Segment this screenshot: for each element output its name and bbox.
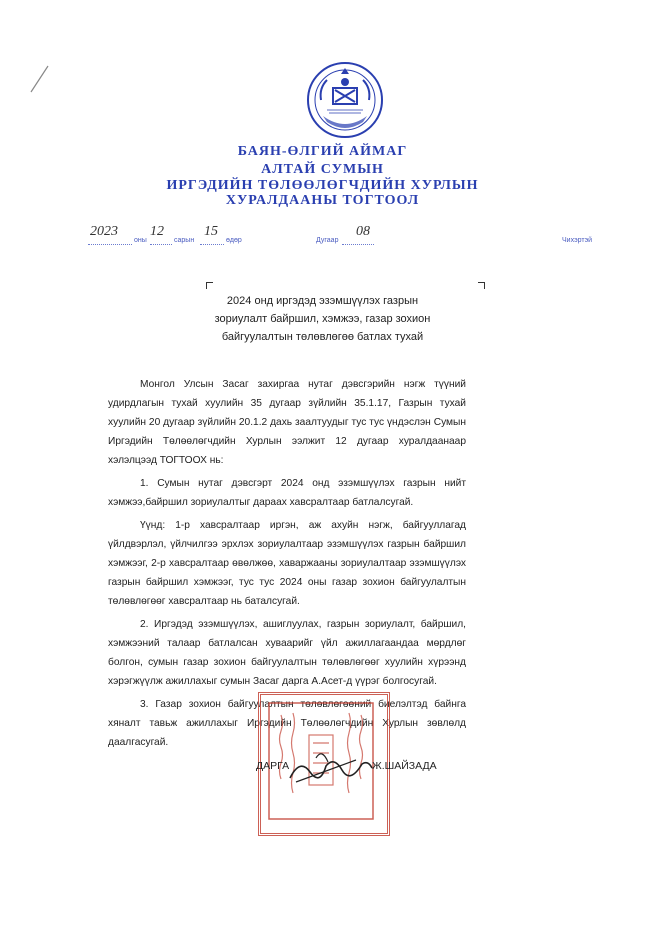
- header-soum: АЛТАЙ СУМЫН: [261, 162, 384, 177]
- state-emblem-icon: [305, 60, 385, 140]
- bracket-left: [206, 282, 213, 289]
- day-field: [200, 226, 224, 245]
- number-label: Дугаар: [316, 237, 339, 244]
- year-field: [88, 226, 132, 245]
- number-field: [342, 226, 374, 245]
- bracket-right: [478, 282, 485, 289]
- header-resolution: ХУРАЛДААНЫ ТОГТООЛ: [225, 193, 420, 208]
- title-line-1: 2024 онд иргэдэд эзэмшүүлэх газрын: [226, 295, 419, 307]
- header-council: ИРГЭДИЙН ТӨЛӨӨЛӨГЧДИЙН ХУРЛЫН: [166, 178, 479, 193]
- day-label: өдөр: [226, 237, 242, 244]
- signature-name: Ж.ШАЙЗАДА: [372, 760, 437, 772]
- month-label: сарын: [174, 237, 195, 244]
- body-paragraph-item-1-details: Үүнд: 1-р хавсралтаар иргэн, аж ахуйн нэгж, байгууллагад үйлдвэрлэл, үйлчилгээ эрхлэх зориулалтаар эзэмшүүлэх газрын байршил хэмжээг, 2-р хавсралтаар өвөлжөө, хаваржааны зориулалтаар эзэмшүүлэх газрын байршил хэмжээг, тус тус 2024 оны газар зохион байгуулалтын төлөвлөгөөг хавсралтаар нь баталсугай.: [108, 520, 466, 607]
- body-paragraph-item-2: 2. Иргэдэд эзэмшүүлэх, ашиглуулах, газрын зориулалт, байршил, хэмжээний талаар батлалсан хуваарийг үйл ажиллагаандаа мөрдлөг болгон, сумын газар зохион байгуулалтын төлөвлөгөөг хуулийн хүрээнд хэрэгжүүлж ажиллахыг сумын Засаг дарга А.Асет-д үүрэг болгосугай.: [108, 619, 466, 687]
- body-paragraph-item-3: 3. Газар зохион байгуулалтын төлөвлөгөөний биелэлтэд байнга хяналт тавьж ажиллахыг Иргэдийн Төлөөлөгчдийн Хурлын зөвлөлд даалгасугай.: [108, 699, 466, 748]
- month-field: [150, 226, 172, 245]
- signature-role: ДАРГА: [256, 760, 290, 772]
- month-value: 12: [150, 224, 164, 239]
- title-line-2: зориулалт байршил, хэмжээ, газар зохион: [214, 313, 431, 325]
- body-paragraph-item-1: 1. Сумын нутаг дэвсгэрт 2024 онд эзэмшүүлэх газрын нийт хэмжээ,байршил зориулалтыг дараах хавсралтаар батлалсугай.: [108, 478, 466, 508]
- year-label: оны: [134, 237, 147, 244]
- place-label: Чихэртэй: [562, 237, 593, 244]
- number-value: 08: [356, 224, 370, 239]
- day-value: 15: [204, 224, 218, 239]
- year-value: 2023: [90, 224, 118, 239]
- body-paragraph-preamble: Монгол Улсын Засаг захиргаа нутаг дэвсгэрийн нэгж түүний удирдлагын тухай хуулийн 35 дугаар зүйлийн 35.1.17, Газрын тухай хуулийн 20 дугаар зүйлийн 20.1.2 дахь заалтуудыг тус тус үндэслэн Сумын Иргэдийн Төлөөлөгчдийн Хурлын ээлжит 12 дугаар хуралдаанаар хэлэлцээд ТОГТООХ нь:: [108, 379, 466, 466]
- signature-scribble: [286, 738, 376, 798]
- header-province: БАЯН-ӨЛГИЙ АЙМАГ: [237, 144, 408, 159]
- document-title: [180, 292, 465, 346]
- title-line-3: байгуулалтын төлөвлөгөө батлах тухай: [221, 331, 424, 343]
- scan-mark: [28, 64, 50, 94]
